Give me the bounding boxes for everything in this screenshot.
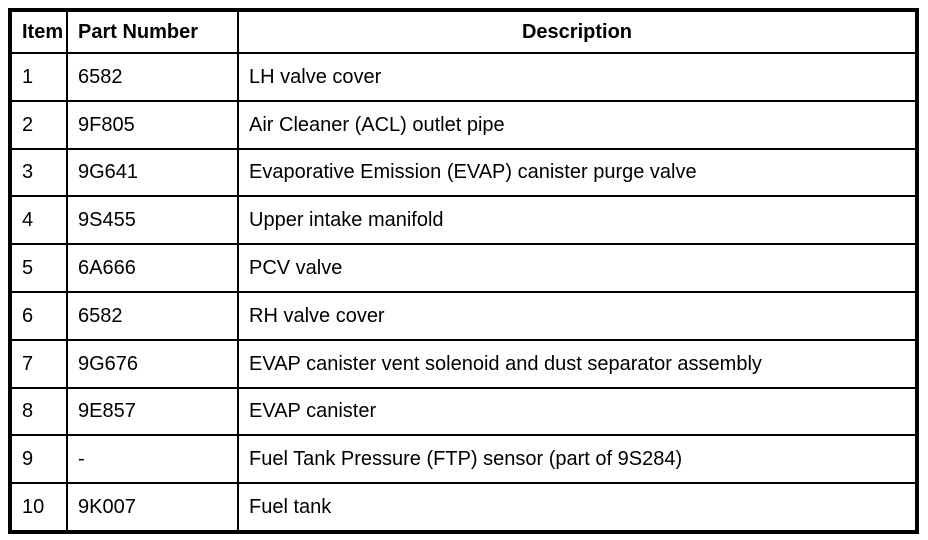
item-cell: 9	[10, 435, 67, 483]
table-row	[10, 388, 917, 436]
item-cell: 5	[10, 244, 67, 292]
table-row	[10, 292, 917, 340]
item-cell: 2	[10, 101, 67, 149]
part-number-cell: 6582	[67, 292, 238, 340]
table-row	[10, 435, 917, 483]
parts-table	[8, 8, 919, 534]
description-cell: Air Cleaner (ACL) outlet pipe	[238, 101, 917, 149]
part-number-cell: 9G641	[67, 149, 238, 197]
item-cell: 3	[10, 149, 67, 197]
table-row	[10, 53, 917, 101]
description-cell: EVAP canister vent solenoid and dust separator assembly	[238, 340, 917, 388]
table-header	[10, 10, 917, 53]
part-number-cell: 6582	[67, 53, 238, 101]
table-row	[10, 149, 917, 197]
part-number-cell: 9K007	[67, 483, 238, 532]
part-number-cell: 9F805	[67, 101, 238, 149]
part-number-column-header: Part Number	[67, 10, 238, 53]
table-row	[10, 196, 917, 244]
part-number-cell: 9E857	[67, 388, 238, 436]
item-cell: 7	[10, 340, 67, 388]
item-column-header: Item	[10, 10, 67, 53]
part-number-cell: 9G676	[67, 340, 238, 388]
description-cell: RH valve cover	[238, 292, 917, 340]
table-row	[10, 340, 917, 388]
part-number-cell: -	[67, 435, 238, 483]
description-cell: LH valve cover	[238, 53, 917, 101]
description-cell: Fuel tank	[238, 483, 917, 532]
item-cell: 1	[10, 53, 67, 101]
description-cell: PCV valve	[238, 244, 917, 292]
table-row	[10, 244, 917, 292]
table-row	[10, 483, 917, 532]
table-body	[10, 53, 917, 532]
description-cell: Upper intake manifold	[238, 196, 917, 244]
item-cell: 10	[10, 483, 67, 532]
header-row	[10, 10, 917, 53]
description-column-header: Description	[238, 10, 917, 53]
part-number-cell: 9S455	[67, 196, 238, 244]
description-cell: Fuel Tank Pressure (FTP) sensor (part of 9S284)	[238, 435, 917, 483]
description-cell: EVAP canister	[238, 388, 917, 436]
item-cell: 4	[10, 196, 67, 244]
item-cell: 8	[10, 388, 67, 436]
table-row	[10, 101, 917, 149]
description-cell: Evaporative Emission (EVAP) canister purge valve	[238, 149, 917, 197]
part-number-cell: 6A666	[67, 244, 238, 292]
item-cell: 6	[10, 292, 67, 340]
